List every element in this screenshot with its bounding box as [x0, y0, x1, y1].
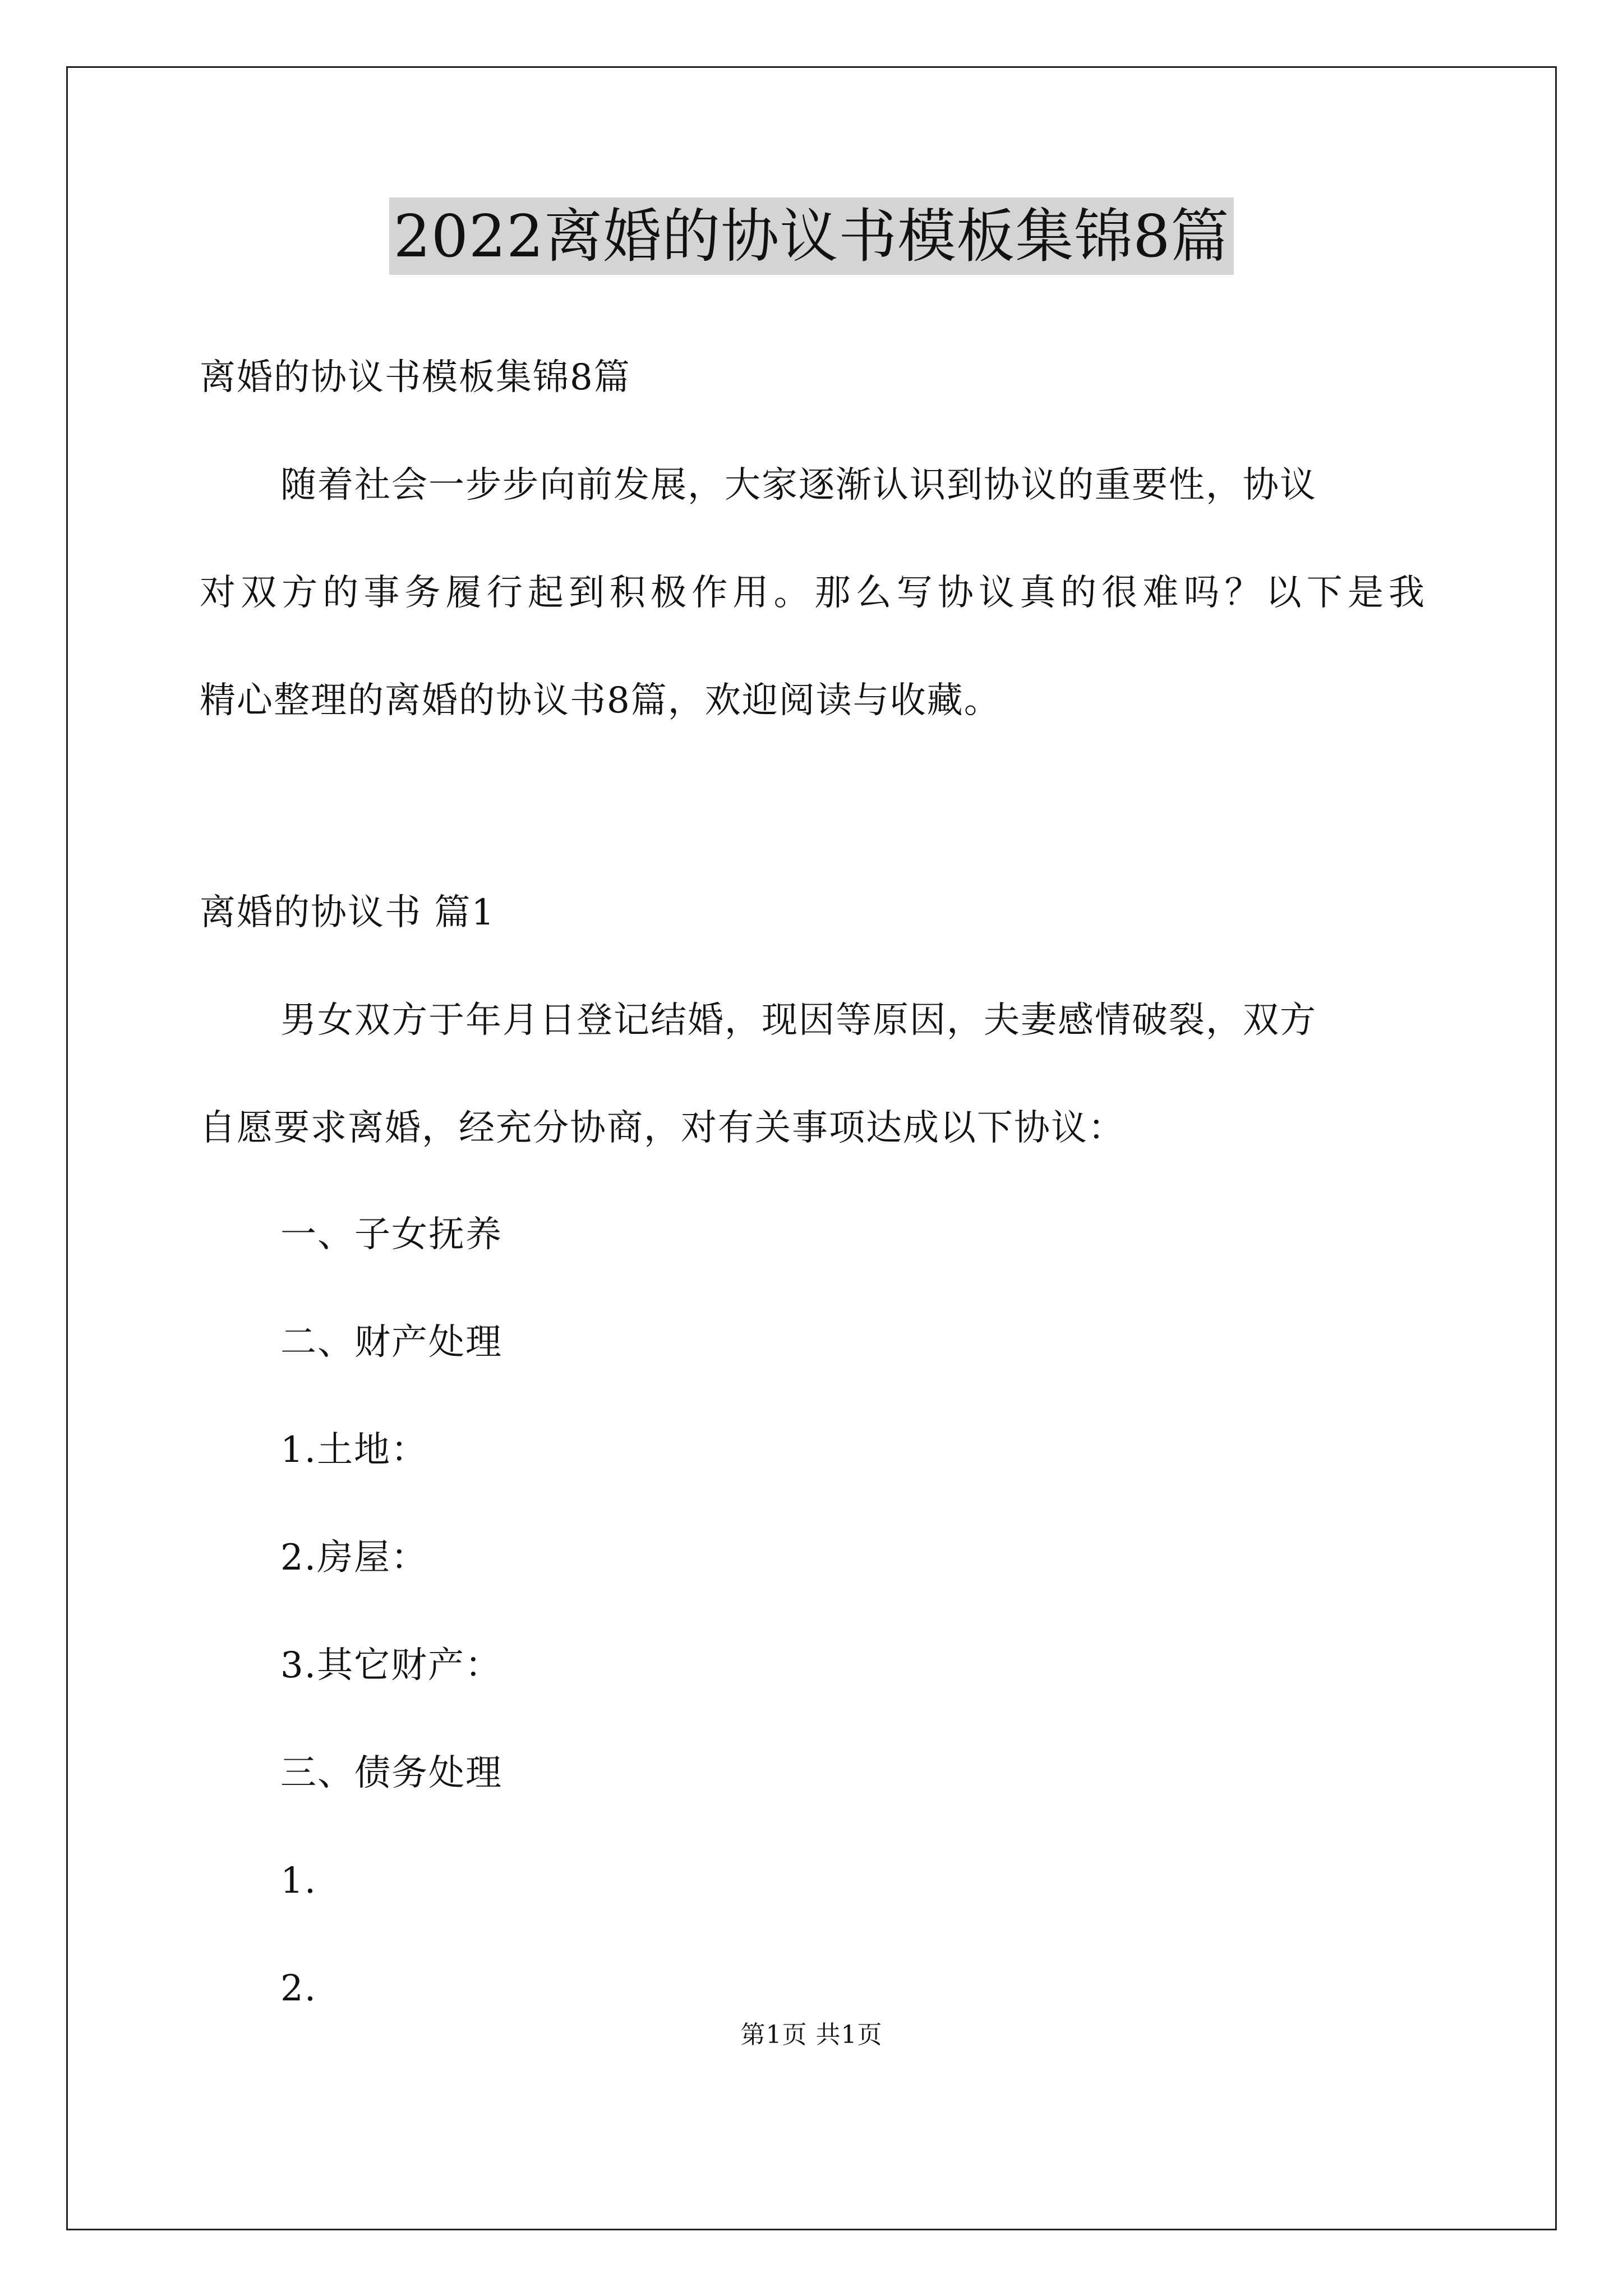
list-item-property: 二、财产处理	[280, 1322, 502, 1363]
intro-line-2: 对双方的事务履行起到积极作用。那么写协议真的很难吗？以下是我	[200, 572, 1426, 614]
intro-line-3: 精心整理的离婚的协议书8篇，欢迎阅读与收藏。	[200, 680, 1001, 721]
paragraph-1-line-1: 男女双方于年月日登记结婚，现因等原因，夫妻感情破裂，双方	[280, 1000, 1317, 1041]
list-item-other-property: 3.其它财产：	[280, 1645, 502, 1686]
list-item-land: 1.土地：	[280, 1429, 428, 1471]
section-heading: 离婚的协议书 篇1	[200, 892, 496, 933]
title-container	[0, 197, 1623, 275]
intro-line-1: 随着社会一步步向前发展，大家逐渐认识到协议的重要性，协议	[280, 464, 1317, 506]
paragraph-1-line-2: 自愿要求离婚，经充分协商，对有关事项达成以下协议：	[200, 1107, 1125, 1149]
list-item-house: 2.房屋：	[280, 1537, 428, 1579]
document-title: 2022离婚的协议书模板集锦8篇	[389, 197, 1234, 275]
page-footer: 第1页 共1页	[740, 2021, 883, 2049]
subtitle: 离婚的协议书模板集锦8篇	[200, 357, 631, 398]
list-item-debt-2: 2.	[280, 1968, 317, 2009]
list-item-children: 一、子女抚养	[280, 1214, 502, 1255]
list-item-debt: 三、债务处理	[280, 1752, 502, 1794]
list-item-debt-1: 1.	[280, 1860, 317, 1902]
